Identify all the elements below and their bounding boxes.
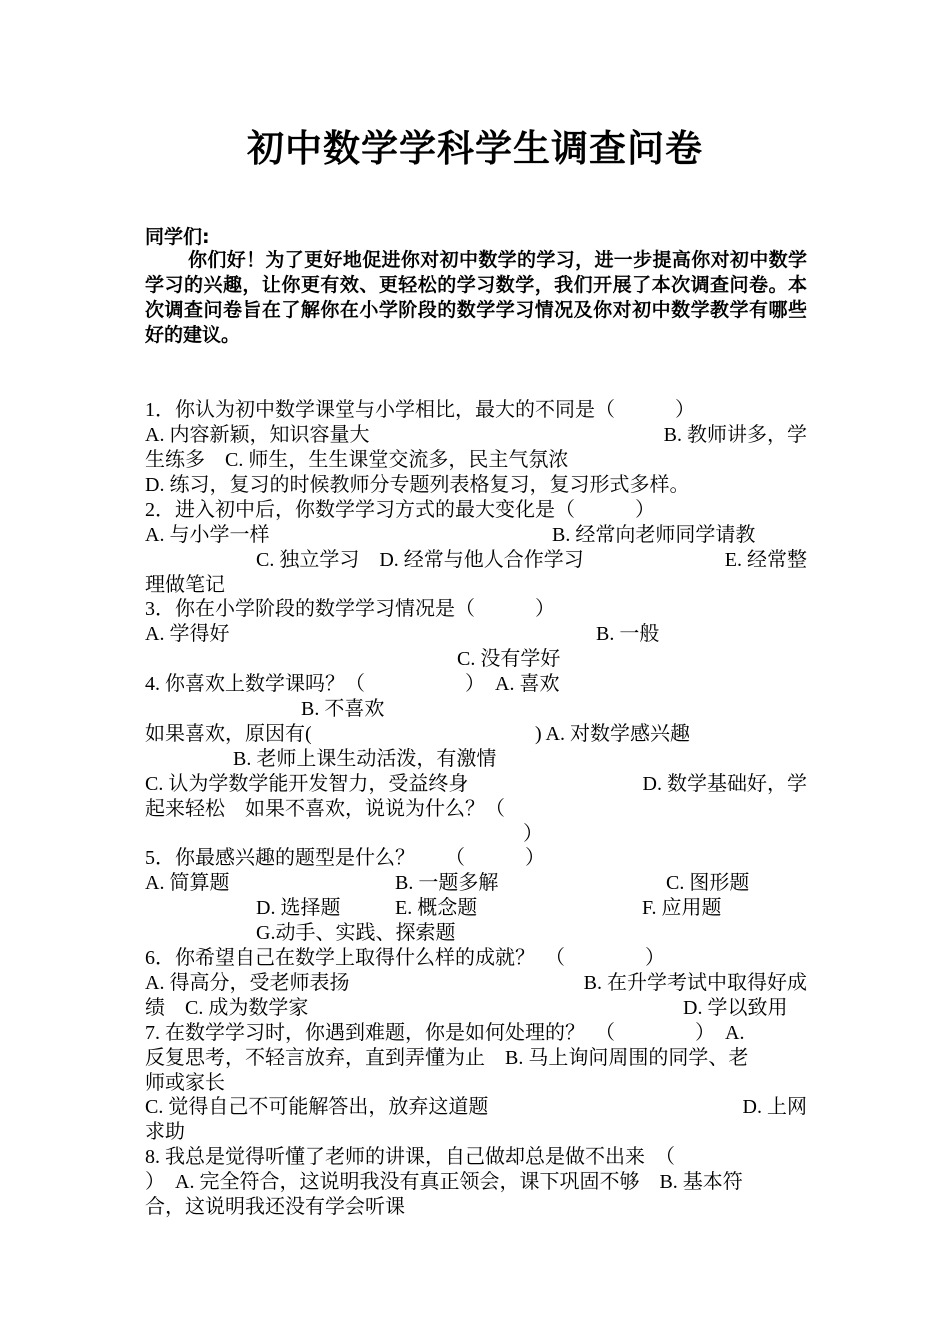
greeting: 同学们: — [145, 226, 210, 248]
text-segment: 求助 — [145, 1121, 185, 1143]
option-a: A. 学得好 — [145, 623, 230, 645]
text-segment: 6．你希望自己在数学上取得什么样的成就？ （ ） — [145, 947, 665, 969]
option-b: B. 一般 — [596, 623, 660, 645]
option-d: D. 学以致用 — [683, 997, 788, 1019]
option-d: D. 练习，复习的时候教师分专题列表格复习，复习形式多样。 — [145, 474, 690, 496]
text-segment: ） A. 完全符合，这说明我没有真正领会，课下巩固不够 B. 基本符 — [145, 1171, 743, 1193]
text-segment: C. 独立学习 D. 经常与他人合作学习 — [256, 549, 584, 571]
text-segment: 绩 C. 成为数学家 — [145, 997, 309, 1019]
text-segment: 如果喜欢，原因有( — [145, 723, 312, 745]
option-d: D. 选择题 — [256, 897, 341, 919]
option-f: F. 应用题 — [642, 897, 722, 919]
option-b: B. 一题多解 — [395, 872, 499, 894]
text-segment: 5．你最感兴趣的题型是什么？ （ ） — [145, 847, 545, 869]
option-c: C. 图形题 — [666, 872, 750, 894]
option-e: E. 经常整 — [724, 549, 807, 571]
option-b: B. 经常向老师同学请教 — [552, 524, 756, 546]
text-segment: D. 数学基础好，学 — [642, 773, 807, 795]
text-segment: ） — [523, 823, 543, 845]
option-e: E. 概念题 — [395, 897, 478, 919]
option-b: B. 教师讲多，学 — [663, 424, 807, 446]
text-segment: 3．你在小学阶段的数学学习情况是（ ） — [145, 598, 555, 620]
option-a: A. 简算题 — [145, 872, 230, 894]
text-segment: 师或家长 — [145, 1072, 225, 1094]
option-a: A. 内容新颖，知识容量大 — [145, 424, 370, 446]
text-segment: C. 认为学数学能开发智力，受益终身 — [145, 773, 469, 795]
text-segment: 1．你认为初中数学课堂与小学相比，最大的不同是（ ） — [145, 399, 695, 421]
option-a: A. 与小学一样 — [145, 524, 270, 546]
option-c: C. 觉得自己不可能解答出，放弃这道题 — [145, 1096, 489, 1118]
page-title: 初中数学学科学生调查问卷 — [247, 129, 703, 170]
text-segment: 生练多 C. 师生，生生课堂交流多，民主气氛浓 — [145, 449, 569, 471]
text-segment: 合，这说明我还没有学会听课 — [145, 1196, 405, 1218]
option-b: B. 在升学考试中取得好成 — [583, 972, 807, 994]
text-segment: 2．进入初中后，你数学学习方式的最大变化是（ ） — [145, 499, 655, 521]
text-segment: 反复思考，不轻言放弃，直到弄懂为止 B. 马上询问周围的同学、老 — [145, 1047, 749, 1069]
text-segment: 7. 在数学学习时，你遇到难题，你是如何处理的？ （ ） A. — [145, 1022, 745, 1044]
intro-paragraph: 你们好！为了更好地促进你对初中数学的学习，进一步提高你对初中数学学习的兴趣，让你更有效、更轻松的学习数学，我们开展了本次调查问卷。本次调查问卷旨在了解你在小学阶段的数学学习情况及你对初中数学教学有哪些好的建议。 — [145, 249, 807, 346]
option-c: C. 没有学好 — [457, 648, 561, 670]
option-a: A. 得高分，受老师表扬 — [145, 972, 350, 994]
option-b: B. 不喜欢 — [301, 698, 385, 720]
text-segment: ) A. 对数学感兴趣 — [535, 723, 690, 745]
text-segment: 起来轻松 如果不喜欢，说说为什么？（ — [145, 798, 505, 820]
text-segment: 4. 你喜欢上数学课吗？（ ） A. 喜欢 — [145, 673, 560, 695]
option-g: G.动手、实践、探索题 — [256, 922, 456, 944]
text-segment: 理做笔记 — [145, 574, 225, 596]
text-segment: 8. 我总是觉得听懂了老师的讲课，自己做却总是做不出来 （ — [145, 1146, 675, 1168]
text-segment: B. 老师上课生动活泼，有激情 — [233, 748, 497, 770]
option-d: D. 上网 — [742, 1096, 807, 1118]
